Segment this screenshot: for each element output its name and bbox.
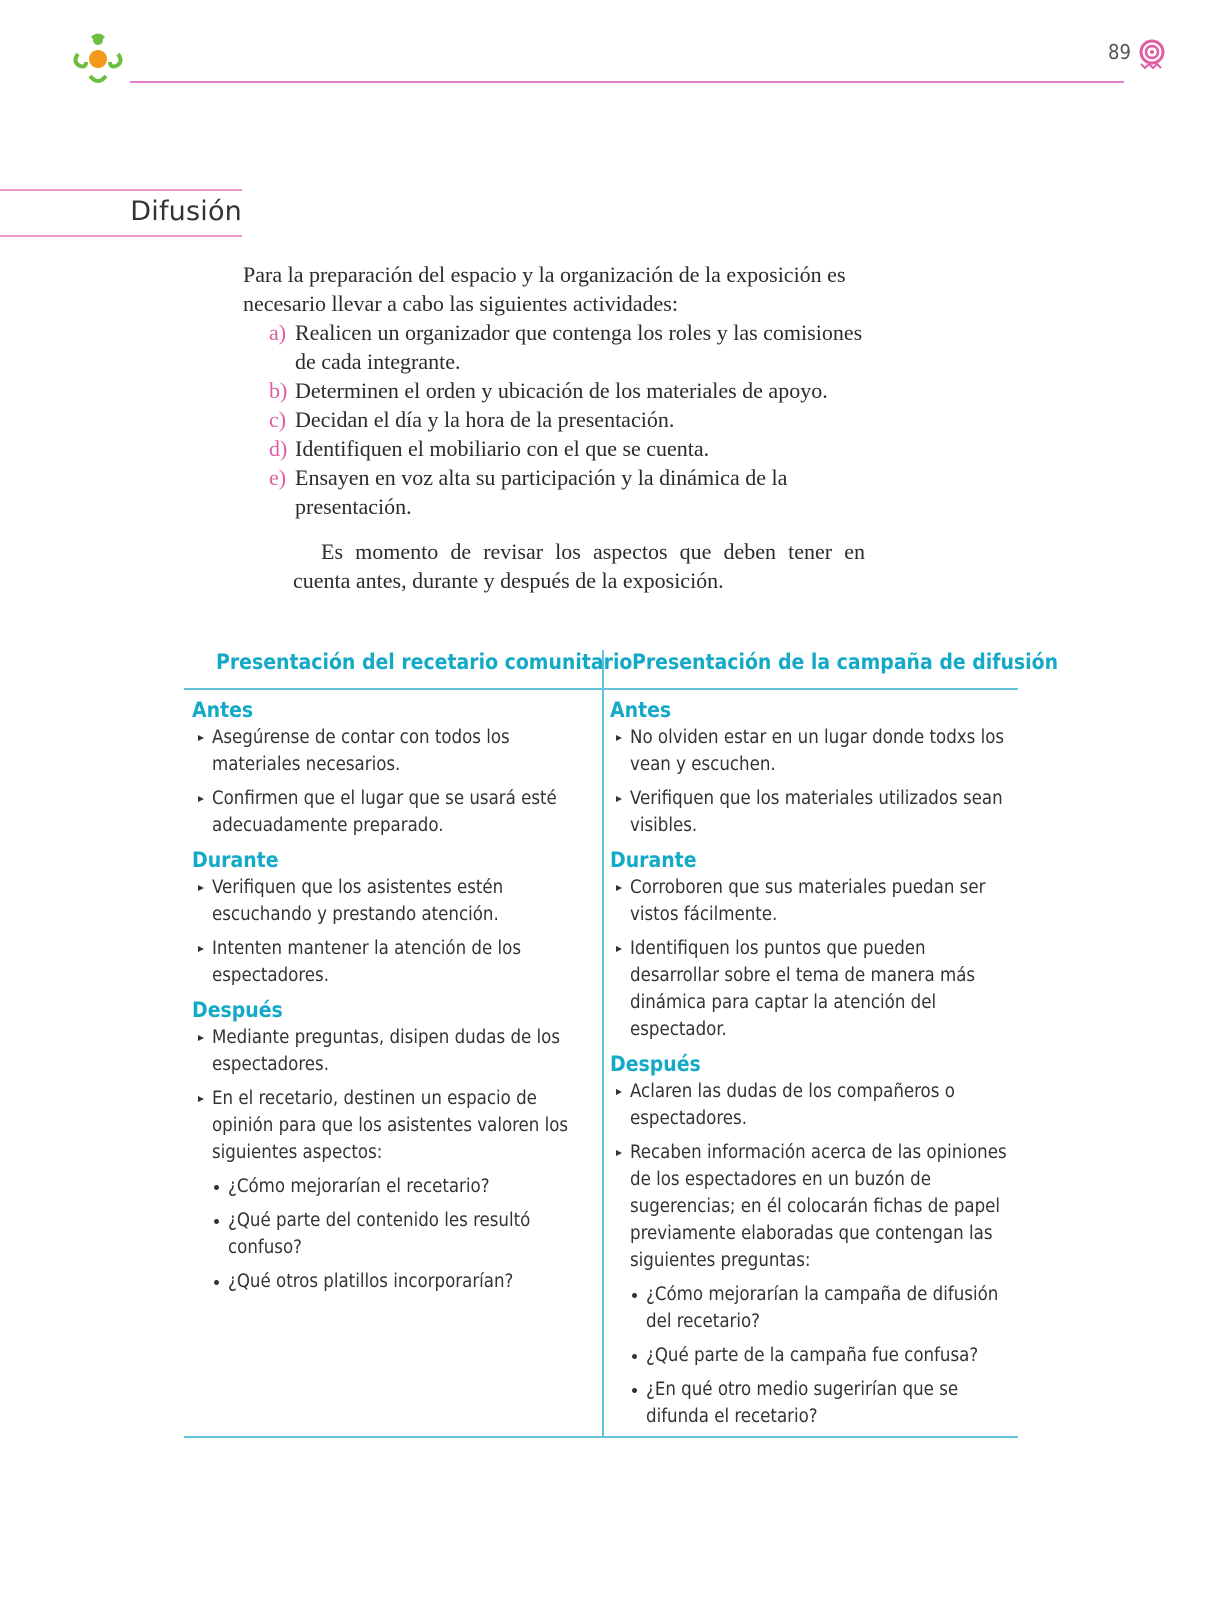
header-rule-line <box>184 688 1018 690</box>
list-item: Corroboren que sus materiales puedan ser vistos fácilmente. <box>610 874 1016 928</box>
question-list <box>212 1173 596 1295</box>
list-item-text: En el recetario, destinen un espacio de opinión para que los asistentes valoren los siguientes aspectos: <box>212 1088 569 1163</box>
column-divider <box>602 650 604 1438</box>
despues-list <box>610 1078 1016 1430</box>
list-item-text: Recaben información acerca de las opiniones de los espectadores en un buzón de sugerencias; en él colocarán fichas de papel previamente elaboradas que contengan las siguientes preguntas: <box>630 1142 1007 1271</box>
antes-list <box>610 724 1016 839</box>
intro-paragraph: Para la preparación del espacio y la organización de la exposición es necesario llevar a cabo las siguientes actividades: <box>243 262 846 316</box>
despues-list <box>192 1024 596 1295</box>
activity-list <box>243 318 865 521</box>
list-item: Confirmen que el lugar que se usará esté adecuadamente preparado. <box>192 785 596 839</box>
activity-text: Identifiquen el mobiliario con el que se cuenta. <box>295 436 710 461</box>
phase-heading-antes: Antes <box>192 698 254 722</box>
question-item: ¿Cómo mejorarían el recetario? <box>212 1173 596 1200</box>
flower-logo-icon <box>70 32 126 88</box>
activity-item <box>243 318 865 376</box>
phase-heading-durante: Durante <box>192 848 279 872</box>
section-rule-top <box>0 189 242 191</box>
activity-item <box>243 434 865 463</box>
right-column-header: Presentación de la campaña de difusión <box>632 650 1059 674</box>
list-item: No olviden estar en un lugar donde todxs los vean y escuchen. <box>610 724 1016 778</box>
list-item: Aclaren las dudas de los compañeros o espectadores. <box>610 1078 1016 1132</box>
left-column-header: Presentación del recetario comunitario <box>216 650 633 674</box>
section-title: Difusión <box>130 196 242 227</box>
spiral-ornament-icon <box>1138 36 1166 70</box>
comparison-table <box>184 650 1059 1438</box>
activity-letter: d) <box>269 436 288 461</box>
activity-letter: e) <box>269 465 287 490</box>
question-item: ¿Qué otros platillos incorporarían? <box>212 1268 596 1295</box>
durante-list <box>610 874 1016 1043</box>
activity-letter: c) <box>269 407 287 432</box>
activity-text: Determinen el orden y ubicación de los materiales de apoyo. <box>295 378 828 403</box>
antes-list <box>192 724 596 839</box>
left-column <box>192 696 596 1302</box>
list-item: Verifiquen que los materiales utilizados sean visibles. <box>610 785 1016 839</box>
right-column <box>610 696 1016 1437</box>
activity-letter: b) <box>269 378 288 403</box>
question-item: ¿Qué parte del contenido les resultó confuso? <box>212 1207 596 1261</box>
phase-heading-durante: Durante <box>610 848 697 872</box>
question-item: ¿Qué parte de la campaña fue confusa? <box>630 1342 1016 1369</box>
activity-item <box>243 405 865 434</box>
phase-heading-antes: Antes <box>610 698 672 722</box>
intro-block <box>243 260 865 595</box>
activity-item <box>243 463 865 521</box>
question-list <box>630 1281 1016 1430</box>
activity-text: Ensayen en voz alta su participación y la dinámica de la presentación. <box>295 465 788 519</box>
activity-text: Decidan el día y la hora de la presentación. <box>295 407 675 432</box>
list-item: Identifiquen los puntos que pueden desarrollar sobre el tema de manera más dinámica para captar la atención del espectador. <box>610 935 1016 1043</box>
question-item: ¿Cómo mejorarían la campaña de difusión del recetario? <box>630 1281 1016 1335</box>
section-rule-bottom <box>0 235 242 237</box>
page-number: 89 <box>1108 40 1131 64</box>
list-item: Verifiquen que los asistentes estén escuchando y prestando atención. <box>192 874 596 928</box>
list-item: Mediante preguntas, disipen dudas de los espectadores. <box>192 1024 596 1078</box>
list-item: Intenten mantener la atención de los espectadores. <box>192 935 596 989</box>
question-item: ¿En qué otro medio sugerirían que se difunda el recetario? <box>630 1376 1016 1430</box>
header-rule <box>130 81 1124 83</box>
phase-heading-despues: Después <box>192 998 283 1022</box>
list-item: Asegúrense de contar con todos los materiales necesarios. <box>192 724 596 778</box>
list-item <box>610 1139 1016 1430</box>
list-item <box>192 1085 596 1295</box>
activity-item <box>243 376 865 405</box>
durante-list <box>192 874 596 989</box>
activity-letter: a) <box>269 320 287 345</box>
activity-text: Realicen un organizador que contenga los roles y las comisiones de cada integrante. <box>295 320 863 374</box>
phase-heading-despues: Después <box>610 1052 701 1076</box>
closing-paragraph: Es momento de revisar los aspectos que deben tener en cuenta antes, durante y después de la exposición. <box>293 539 865 593</box>
